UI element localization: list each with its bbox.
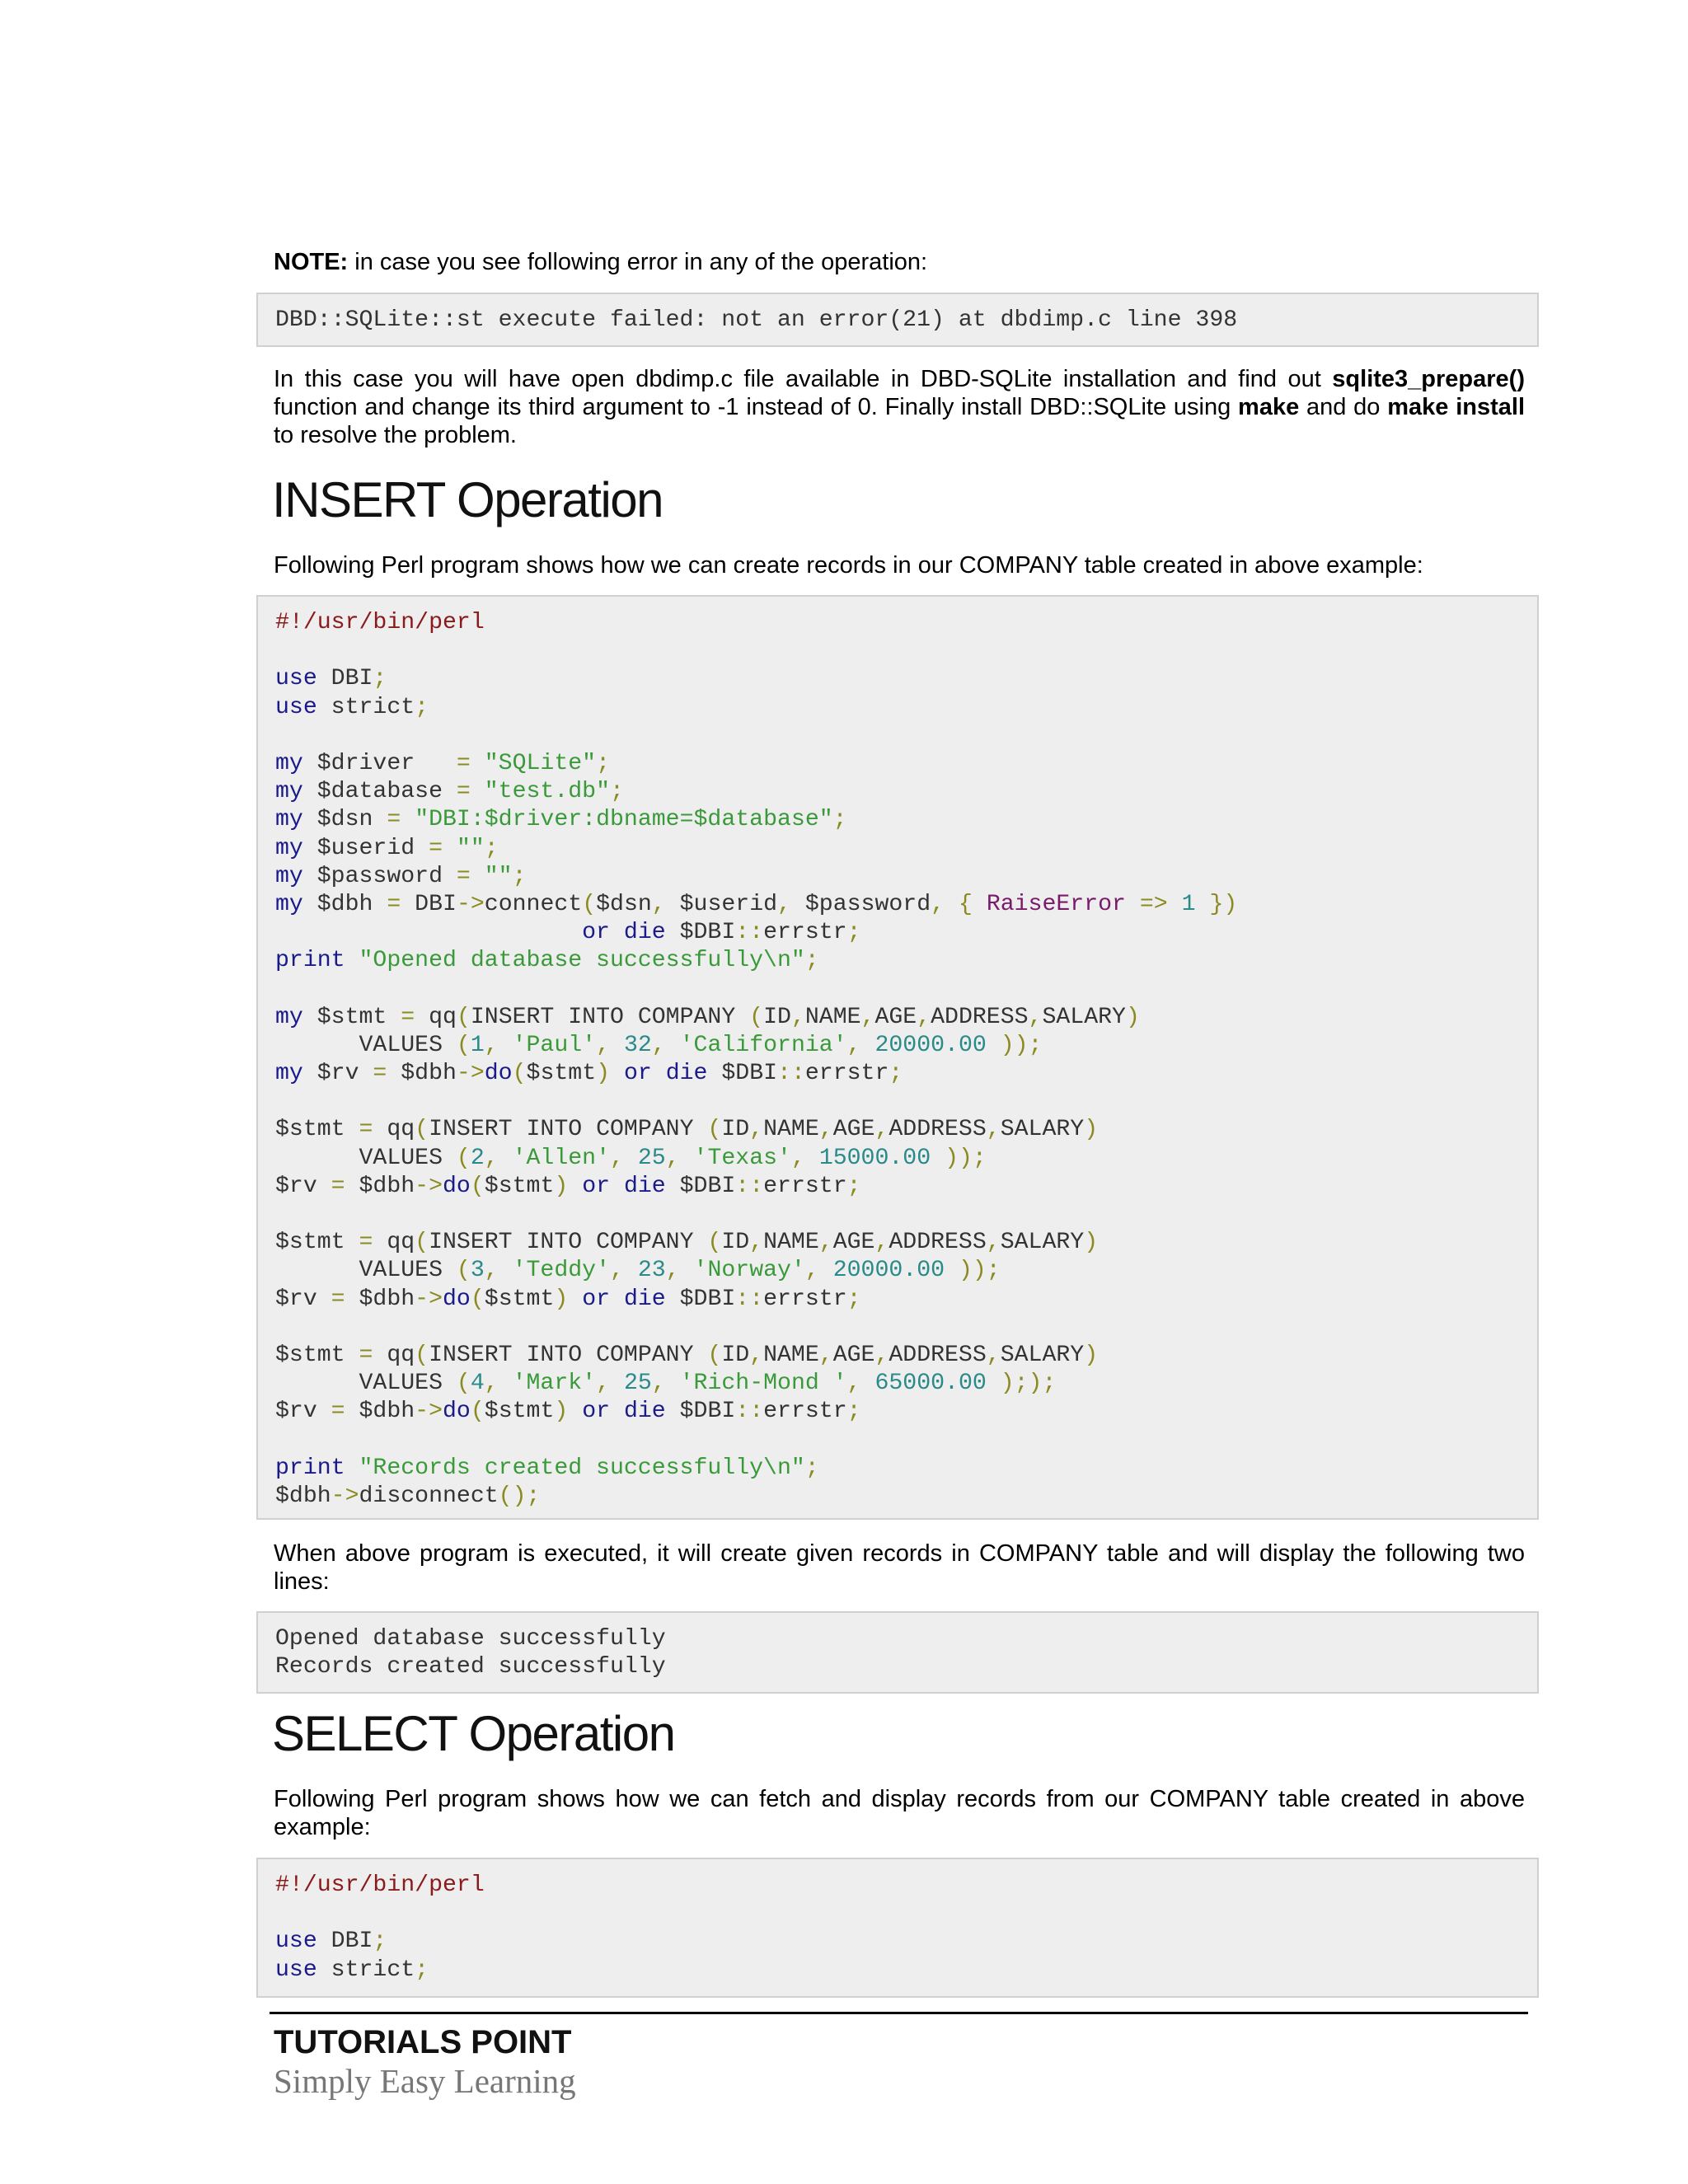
insert-intro: Following Perl program shows how we can create records in our COMPANY table created in above example: (274, 552, 1423, 579)
fix-bold-make-install: make install (1387, 394, 1525, 420)
code-line: #!/usr/bin/perl (275, 1872, 485, 1898)
insert-code-box (256, 595, 1539, 1520)
code-line: use DBI; (275, 1929, 387, 1955)
select-heading: SELECT Operation (272, 1706, 675, 1761)
note-text: in case you see following error in any of the operation: (348, 249, 928, 275)
code-line: $stmt = qq(INSERT INTO COMPANY (ID,NAME,AGE,ADDRESS,SALARY) (275, 1342, 1099, 1368)
select-intro: Following Perl program shows how we can fetch and display records from our COMPANY table created in above example: (274, 1786, 1525, 1840)
select-code (275, 1872, 485, 1985)
fix-text-4: to resolve the problem. (274, 422, 517, 448)
code-line: $stmt = qq(INSERT INTO COMPANY (ID,NAME,AGE,ADDRESS,SALARY) (275, 1117, 1099, 1143)
code-line (275, 1426, 1237, 1454)
code-line (275, 722, 1237, 750)
note-label: NOTE: (274, 249, 349, 275)
error-code-box (256, 293, 1539, 347)
code-line: my $driver = "SQLite"; (275, 750, 611, 776)
fix-paragraph (274, 365, 1525, 449)
code-line: my $stmt = qq(INSERT INTO COMPANY (ID,NAME,AGE,ADDRESS,SALARY) (275, 1004, 1140, 1030)
code-line: use strict; (275, 694, 429, 720)
code-line (275, 1314, 1237, 1342)
select-code-box (256, 1858, 1539, 1998)
code-line (275, 637, 1237, 665)
footer-tagline: Simply Easy Learning (274, 2062, 576, 2100)
insert-result-paragraph: When above program is executed, it will create given records in COMPANY table and will display the following two lines: (274, 1540, 1525, 1595)
output-code (275, 1625, 666, 1681)
code-line: VALUES (3, 'Teddy', 23, 'Norway', 20000.00 )); (275, 1258, 1001, 1284)
fix-text-2: function and change its third argument to -1 instead of 0. Finally install DBD::SQLite using (274, 394, 1239, 420)
code-line: VALUES (2, 'Allen', 25, 'Texas', 15000.00 )); (275, 1145, 987, 1171)
code-line: my $userid = ""; (275, 835, 499, 861)
fix-text-1: In this case you will have open dbdimp.c file available in DBD-SQLite installation and find out (274, 366, 1333, 392)
code-line: my $database = "test.db"; (275, 779, 624, 805)
code-line: print "Records created successfully\n"; (275, 1455, 819, 1481)
code-line (275, 975, 1237, 1003)
output-code-box (256, 1611, 1539, 1694)
fix-bold-make: make (1238, 394, 1300, 420)
code-line: #!/usr/bin/perl (275, 610, 485, 635)
code-line: use strict; (275, 1957, 429, 1983)
code-line (275, 1201, 1237, 1229)
code-line: $dbh->disconnect(); (275, 1483, 541, 1509)
code-line: or die $DBI::errstr; (582, 920, 861, 946)
code-line: DBD::SQLite::st execute failed: not an error(21) at dbdimp.c line 398 (275, 307, 1238, 333)
footer-divider (270, 2012, 1528, 2014)
error-code (275, 307, 1237, 335)
code-line: $stmt = qq(INSERT INTO COMPANY (ID,NAME,AGE,ADDRESS,SALARY) (275, 1230, 1099, 1256)
code-line (275, 1088, 1237, 1116)
code-line: my $dbh = DBI->connect($dsn, $userid, $password, { RaiseError => 1 }) (275, 891, 1238, 917)
code-line: $rv = $dbh->do($stmt) or die $DBI::errstr; (275, 1173, 861, 1199)
code-line: Opened database successfully (275, 1626, 666, 1652)
code-line: $rv = $dbh->do($stmt) or die $DBI::errstr; (275, 1286, 861, 1312)
code-line: Records created successfully (275, 1654, 666, 1680)
code-line: $rv = $dbh->do($stmt) or die $DBI::errstr; (275, 1399, 861, 1425)
code-line: my $dsn = "DBI:$driver:dbname=$database"; (275, 807, 847, 833)
code-line: VALUES (4, 'Mark', 25, 'Rich-Mond ', 65000.00 );); (275, 1371, 1057, 1397)
code-line (275, 1900, 485, 1928)
code-line: my $password = ""; (275, 863, 527, 889)
code-line: my $rv = $dbh->do($stmt) or die $DBI::errstr; (275, 1061, 903, 1086)
code-line: VALUES (1, 'Paul', 32, 'California', 20000.00 )); (275, 1032, 1043, 1058)
footer-brand: TUTORIALS POINT (274, 2024, 572, 2060)
fix-text-3: and do (1299, 394, 1388, 420)
code-line: print "Opened database successfully\n"; (275, 948, 819, 974)
insert-code (275, 609, 1237, 1511)
insert-heading: INSERT Operation (272, 472, 663, 527)
note-paragraph (274, 248, 1525, 276)
fix-bold-function: sqlite3_prepare() (1332, 366, 1525, 392)
code-line: use DBI; (275, 666, 387, 692)
